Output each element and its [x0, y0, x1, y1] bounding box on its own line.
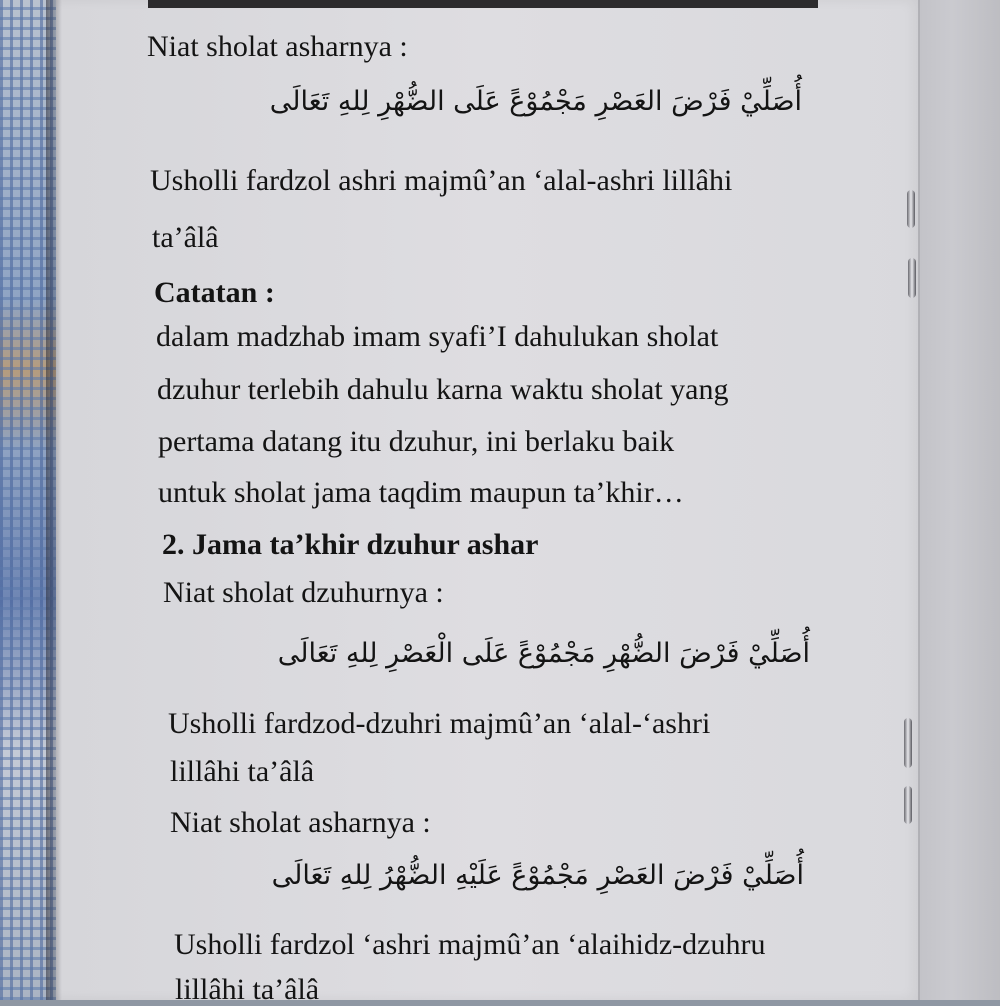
- niat-ashar-label: Niat sholat asharnya :: [147, 30, 408, 63]
- catatan-line: untuk sholat jama taqdim maupun ta’khir…: [158, 476, 684, 509]
- binding-staple: [904, 718, 912, 768]
- binding-staple: [908, 258, 916, 298]
- niat-dzuhur-label: Niat sholat dzuhurnya :: [163, 576, 444, 609]
- top-header-bar: [148, 0, 818, 8]
- page-edge: [920, 0, 1000, 1000]
- page-gutter-shadow: [46, 0, 62, 1000]
- niat-ashar-arabic: أُصَلِّيْ فَرْضَ العَصْرِ مَجْمُوْعً عَلَيْهِ الضُّهْرُ لِلهِ تَعَالَى: [271, 860, 804, 891]
- niat-ashar-arabic: أُصَلِّيْ فَرْضَ العَصْرِ مَجْمُوْعً عَلَى الضُّهْرِ لِلهِ تَعَالَى: [269, 86, 802, 117]
- catatan-line: dalam madzhab imam syafi’I dahulukan sholat: [156, 320, 719, 353]
- section-2-heading: 2. Jama ta’khir dzuhur ashar: [162, 528, 539, 561]
- binding-staple: [904, 786, 912, 824]
- niat-ashar-latin-line: Usholli fardzol ashri majmû’an ‘alal-ashri lillâhi: [150, 164, 733, 197]
- niat-ashar-latin-line: ta’âlâ: [152, 221, 219, 254]
- niat-dzuhur-latin-line: Usholli fardzod-dzuhri majmû’an ‘alal-‘ashri: [168, 707, 711, 740]
- niat-ashar-label: Niat sholat asharnya :: [170, 806, 431, 839]
- catatan-line: pertama datang itu dzuhur, ini berlaku baik: [158, 425, 675, 458]
- catatan-line: dzuhur terlebih dahulu karna waktu sholat yang: [157, 373, 729, 406]
- niat-ashar-latin-line: lillâhi ta’âlâ: [175, 973, 320, 1006]
- niat-dzuhur-latin-line: lillâhi ta’âlâ: [170, 755, 315, 788]
- niat-dzuhur-arabic: أُصَلِّيْ فَرْضَ الضُّهْرِ مَجْمُوْعً عَلَى الْعَصْرِ لِلهِ تَعَالَى: [277, 638, 810, 669]
- catatan-heading: Catatan :: [154, 276, 275, 309]
- binding-staple: [907, 190, 915, 228]
- niat-ashar-latin-line: Usholli fardzol ‘ashri majmû’an ‘alaihidz-dzuhru: [174, 928, 766, 961]
